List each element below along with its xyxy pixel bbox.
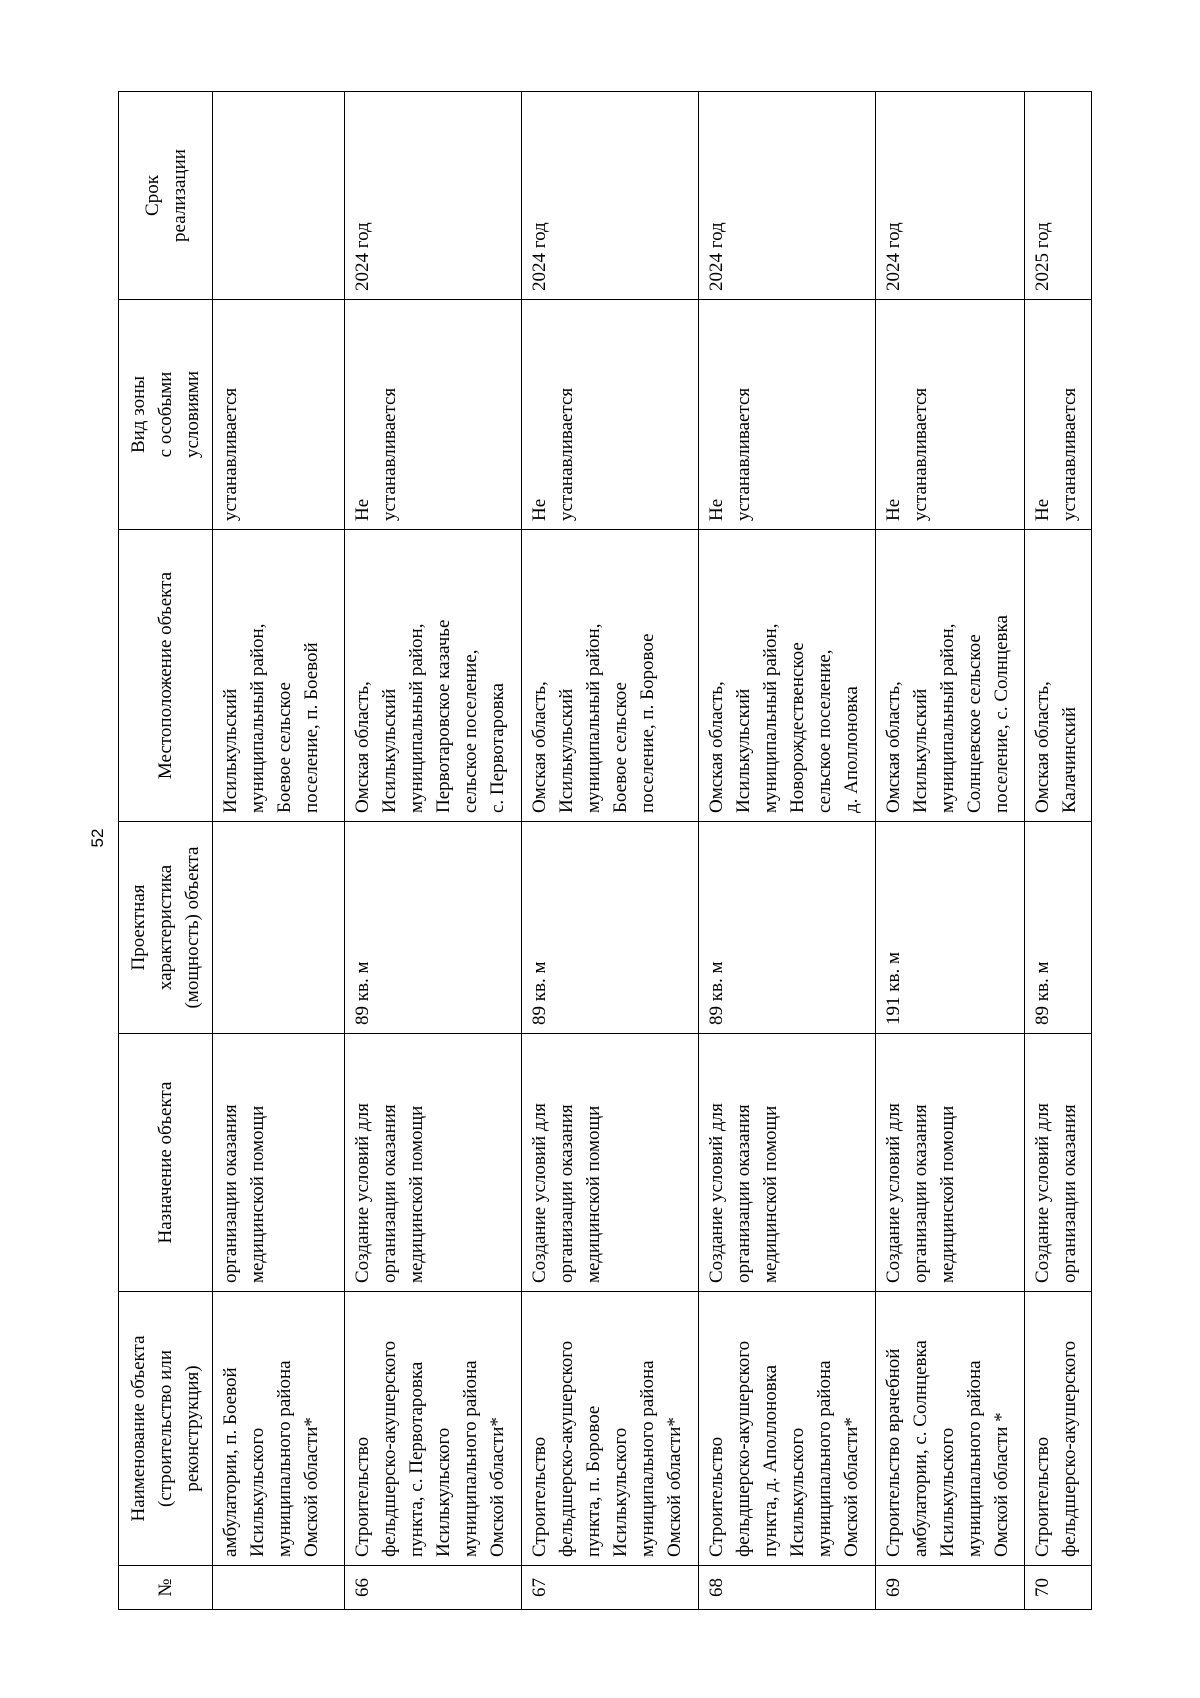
table-row bbox=[213, 92, 345, 1610]
cell-num: 69 bbox=[876, 1566, 1025, 1610]
cell-num bbox=[213, 1566, 345, 1610]
header-zone: Вид зоны с особыми условиями bbox=[119, 300, 213, 530]
header-num: № bbox=[119, 1566, 213, 1610]
cell-capacity: 89 кв. м bbox=[345, 822, 522, 1034]
table-row bbox=[345, 92, 522, 1610]
cell-capacity: 191 кв. м bbox=[876, 822, 1025, 1034]
cell-zone: устанавливается bbox=[213, 300, 345, 530]
cell-term: 2024 год bbox=[876, 92, 1025, 300]
cell-num: 67 bbox=[522, 1566, 699, 1610]
cell-name: Строительство врачебной амбулатории, с. Солнцевка Исилькульского муниципального района Омской области * bbox=[876, 1292, 1025, 1566]
cell-zone: Не устанавливается bbox=[1024, 300, 1091, 530]
cell-purpose: Создание условий для организации оказания медицинской помощи bbox=[876, 1034, 1025, 1292]
table-row bbox=[522, 92, 699, 1610]
cell-zone: Не устанавливается bbox=[876, 300, 1025, 530]
page-number: 52 bbox=[88, 828, 107, 848]
cell-term bbox=[213, 92, 345, 300]
cell-zone: Не устанавливается bbox=[522, 300, 699, 530]
cell-num: 68 bbox=[699, 1566, 876, 1610]
header-capacity: Проектная характеристика (мощность) объекта bbox=[119, 822, 213, 1034]
header-term: Срок реализации bbox=[119, 92, 213, 300]
header-name: Наименование объекта (строительство или реконструкция) bbox=[119, 1292, 213, 1566]
cell-name: Строительство фельдшерско-акушерского пункта, п. Боровое Исилькульского муниципального района Омской области* bbox=[522, 1292, 699, 1566]
cell-purpose: Создание условий для организации оказания медицинской помощи bbox=[345, 1034, 522, 1292]
cell-location: Омская область, Калачинский bbox=[1024, 530, 1091, 822]
cell-location: Исилькульский муниципальный район, Боевое сельское поселение, п. Боевой bbox=[213, 530, 345, 822]
cell-purpose: организации оказания медицинской помощи bbox=[213, 1034, 345, 1292]
table-row bbox=[699, 92, 876, 1610]
cell-purpose: Создание условий для организации оказания bbox=[1024, 1034, 1091, 1292]
cell-location: Омская область, Исилькульский муниципальный район, Боевое сельское поселение, п. Боровое bbox=[522, 530, 699, 822]
rotated-table-container bbox=[118, 92, 1092, 1610]
objects-table bbox=[118, 91, 1092, 1610]
cell-num: 66 bbox=[345, 1566, 522, 1610]
cell-num: 70 bbox=[1024, 1566, 1091, 1610]
cell-purpose: Создание условий для организации оказания медицинской помощи bbox=[699, 1034, 876, 1292]
table-row bbox=[876, 92, 1025, 1610]
cell-term: 2025 год bbox=[1024, 92, 1091, 300]
cell-term: 2024 год bbox=[345, 92, 522, 300]
cell-name: амбулатории, п. Боевой Исилькульского муниципального района Омской области* bbox=[213, 1292, 345, 1566]
cell-name: Строительство фельдшерско-акушерского bbox=[1024, 1292, 1091, 1566]
cell-term: 2024 год bbox=[699, 92, 876, 300]
cell-capacity: 89 кв. м bbox=[522, 822, 699, 1034]
header-purpose: Назначение объекта bbox=[119, 1034, 213, 1292]
cell-zone: Не устанавливается bbox=[345, 300, 522, 530]
cell-name: Строительство фельдшерско-акушерского пункта, с. Первотаровка Исилькульского муниципального района Омской области* bbox=[345, 1292, 522, 1566]
cell-location: Омская область, Исилькульский муниципальный район, Солнцевское сельское поселение, с. Солнцевка bbox=[876, 530, 1025, 822]
cell-capacity bbox=[213, 822, 345, 1034]
cell-purpose: Создание условий для организации оказания медицинской помощи bbox=[522, 1034, 699, 1292]
header-location: Местоположение объекта bbox=[119, 530, 213, 822]
cell-capacity: 89 кв. м bbox=[699, 822, 876, 1034]
cell-location: Омская область, Исилькульский муниципальный район, Первотаровское казачье сельское поселение, с. Первотаровка bbox=[345, 530, 522, 822]
table-row bbox=[1024, 92, 1091, 1610]
cell-capacity: 89 кв. м bbox=[1024, 822, 1091, 1034]
table-header-row bbox=[119, 92, 213, 1610]
cell-term: 2024 год bbox=[522, 92, 699, 300]
cell-location: Омская область, Исилькульский муниципальный район, Новорождественское сельское поселение, д. Аполлоновка bbox=[699, 530, 876, 822]
cell-zone: Не устанавливается bbox=[699, 300, 876, 530]
cell-name: Строительство фельдшерско-акушерского пункта, д. Аполлоновка Исилькульского муниципального района Омской области* bbox=[699, 1292, 876, 1566]
